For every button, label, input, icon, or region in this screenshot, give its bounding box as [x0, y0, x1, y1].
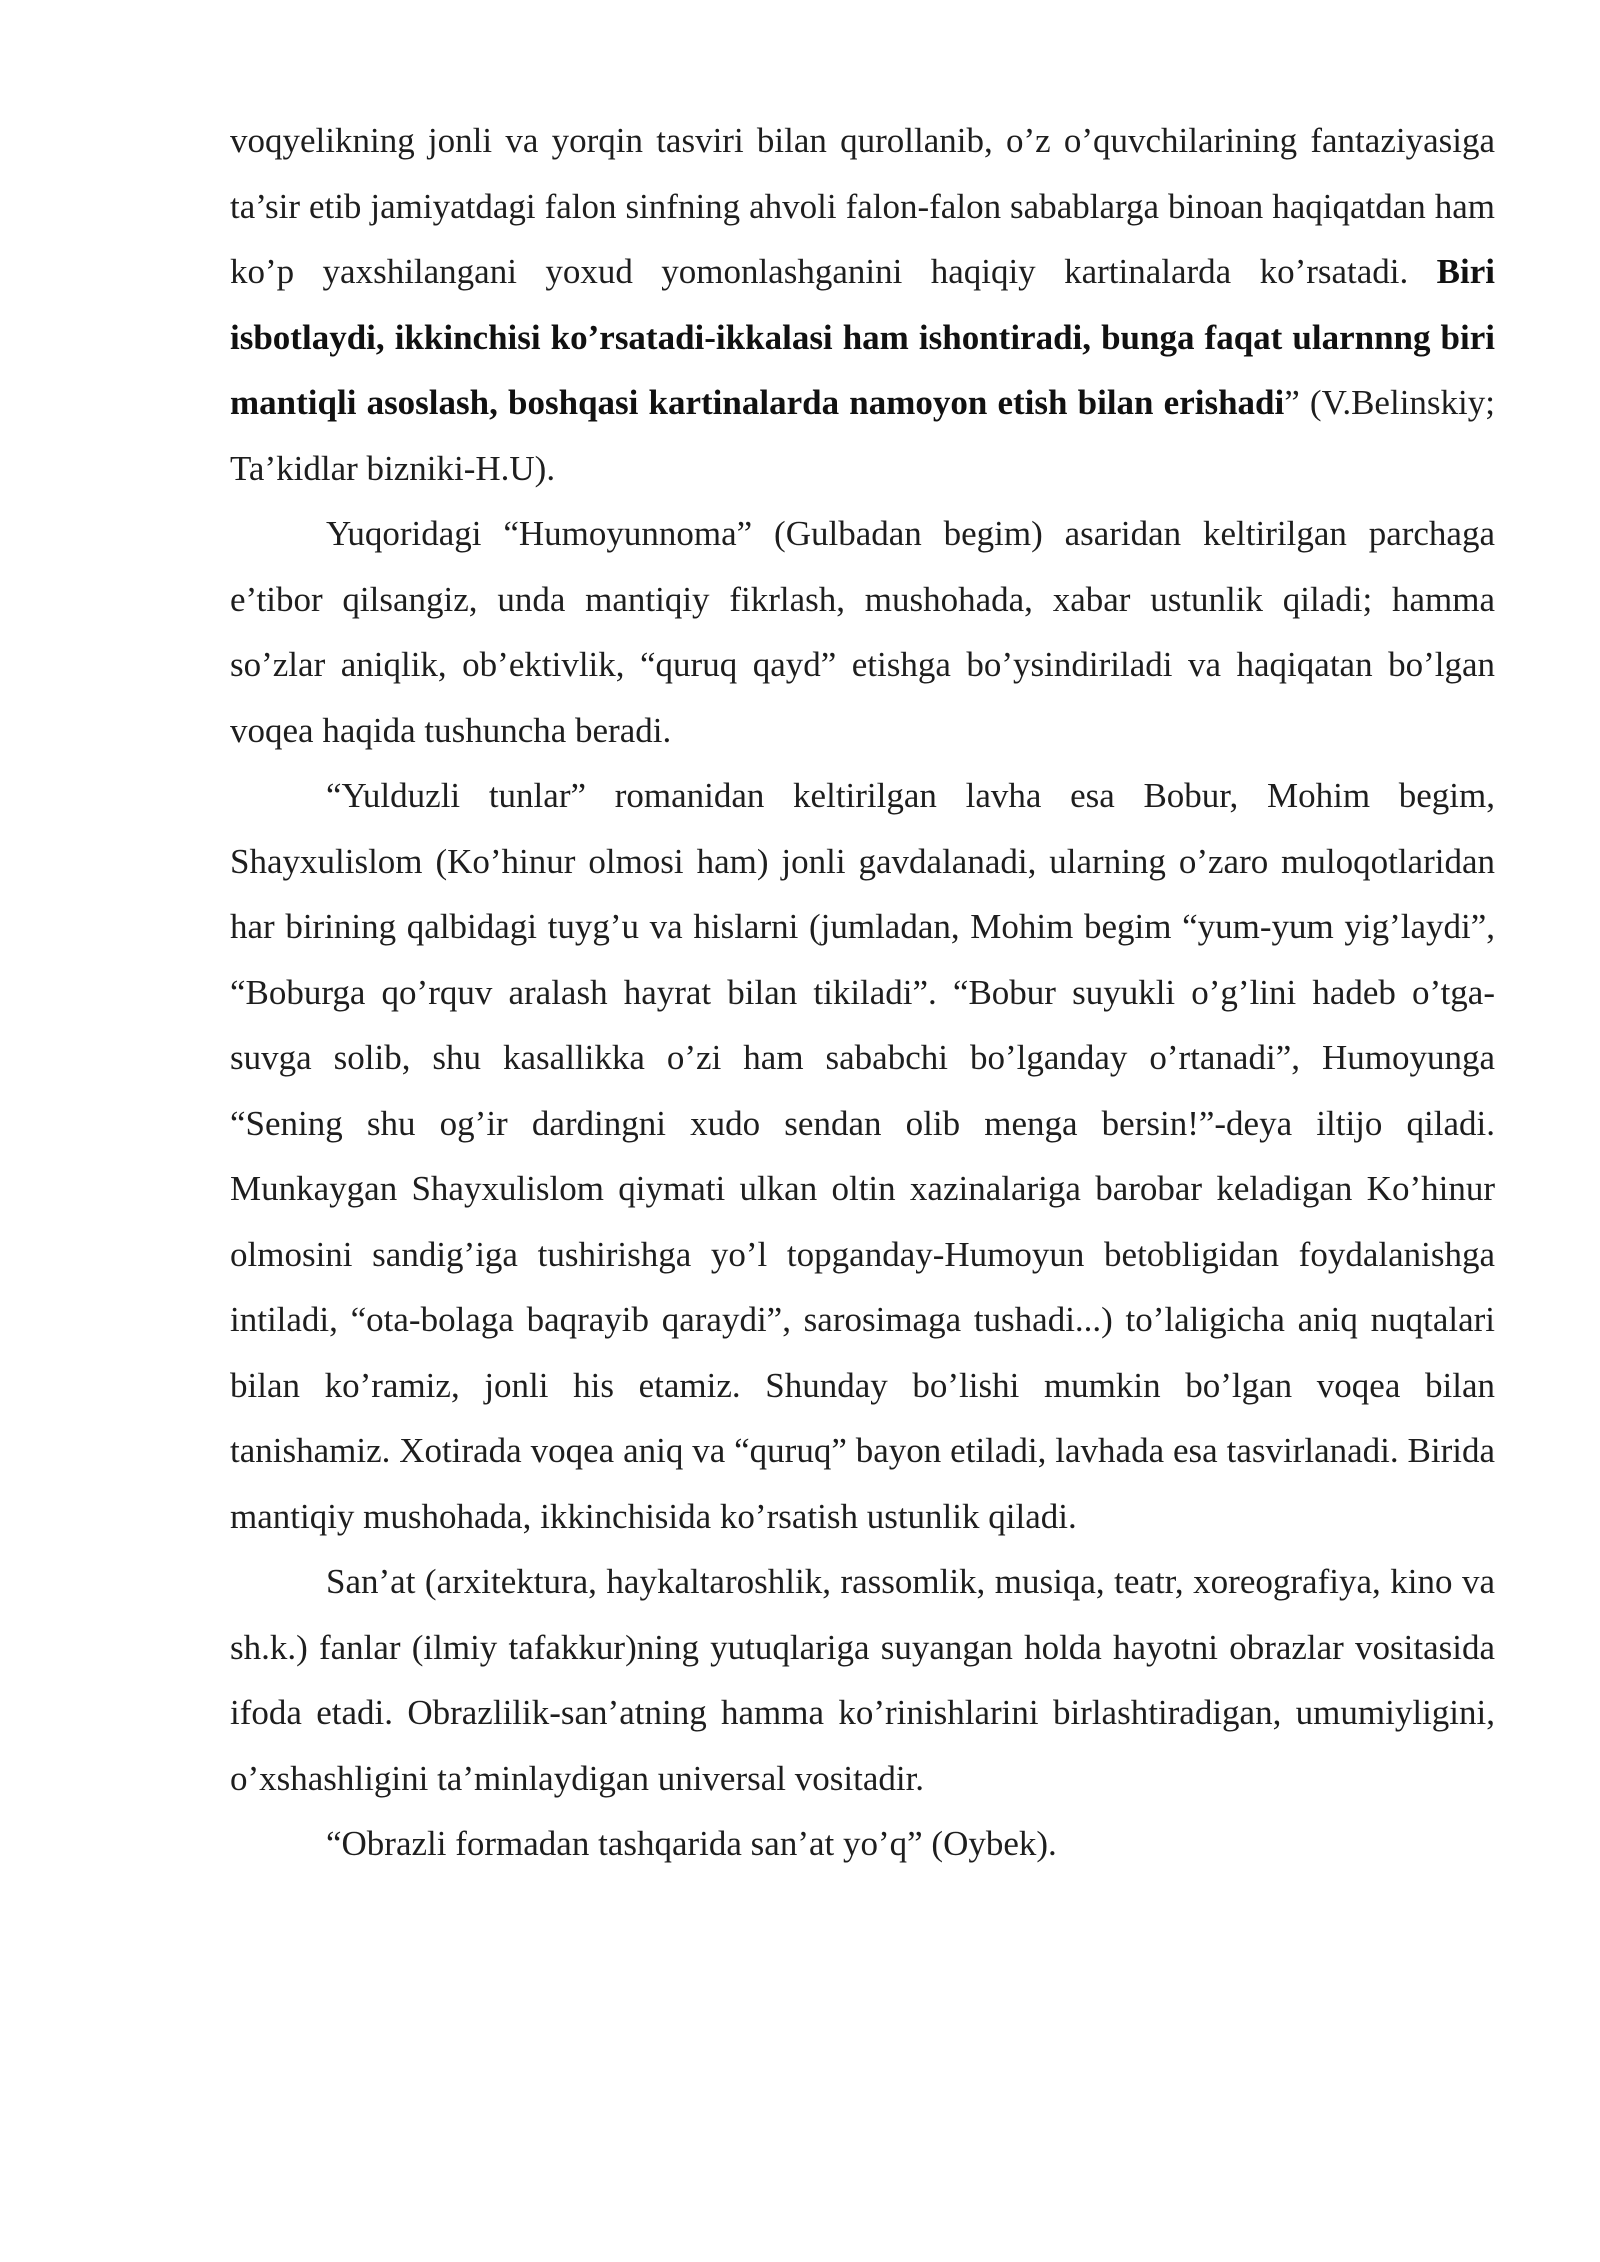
- paragraph-text: Yuqoridagi “Humoyunnoma” (Gulbadan begim) asaridan keltirilgan parchaga e’tibor qilsangiz, unda mantiqiy fikrlash, mushohada, xabar ustunlik qiladi; hamma so’zlar aniqlik, ob’ektivlik, “quruq qayd” etishga bo’ysindiriladi va haqiqatan bo’lgan voqea haqida tushuncha beradi.: [230, 514, 1495, 750]
- paragraph-text: “Yulduzli tunlar” romanidan keltirilgan lavha esa Bobur, Mohim begim, Shayxulislom (Ko’hinur olmosi ham) jonli gavdalanadi, ularning o’zaro muloqotlaridan har birining qalbidagi tuyg’u va hislarni (jumladan, Mohim begim “yum-yum yig’laydi”, “Boburga qo’rquv aralash hayrat bilan tikiladi”. “Bobur suyukli o’g’lini hadeb o’tga-suvga solib, shu kasallikka o’zi ham sababchi bo’lganday o’rtanadi”, Humoyunga “Sening shu og’ir dardingni xudo sendan olib menga bersin!”-deya iltijo qiladi. Munkaygan Shayxulislom qiymati ulkan oltin xazinalariga barobar keladigan Ko’hinur olmosini sandig’iga tushirishga yo’l topganday-Humoyun betobligidan foydalanishga intiladi, “ota-bolaga baqrayib qaraydi”, sarosimaga tushadi...) to’laligicha aniq nuqtalari bilan ko’ramiz, jonli his etamiz. Shunday bo’lishi mumkin bo’lgan voqea bilan tanishamiz. Xotirada voqea aniq va “quruq” bayon etiladi, lavhada esa tasvirlanadi. Birida mantiqiy mushohada, ikkinchisida ko’rsatish ustunlik qiladi.: [230, 776, 1495, 1536]
- emphasized-quote: Biri isbotlaydi, ikkinchisi ko’rsatadi-ikkalasi ham ishontiradi, bunga faqat ularnnng biri mantiqli asoslash, boshqasi kartinalarda namoyon etish bilan erishadi: [230, 252, 1495, 422]
- paragraph-sanat: [230, 1549, 1495, 1811]
- citation-text: ” (V.Belinskiy; Ta’kidlar bizniki-H.U).: [230, 383, 1495, 488]
- document-page: [230, 108, 1495, 1877]
- paragraph-text: San’at (arxitektura, haykaltaroshlik, rassomlik, musiqa, teatr, xoreografiya, kino va sh.k.) fanlar (ilmiy tafakkur)ning yutuqlariga suyangan holda hayotni obrazlar vositasida ifoda etadi. Obrazlilik-san’atning hamma ko’rinishlarini birlashtiradigan, umumiyligini, o’xshashligini ta’minlaydigan universal vositadir.: [230, 1562, 1495, 1798]
- paragraph-yulduzli-tunlar: [230, 763, 1495, 1549]
- paragraph-humoyunnoma: [230, 501, 1495, 763]
- paragraph-text: “Obrazli formadan tashqarida san’at yo’q” (Oybek).: [326, 1824, 1057, 1863]
- paragraph-belinskiy-quote: [230, 108, 1495, 501]
- paragraph-text: voqyelikning jonli va yorqin tasviri bilan qurollanib, o’z o’quvchilarining fantaziyasiga ta’sir etib jamiyatdagi falon sinfning ahvoli falon-falon sabablarga binoan haqiqatdan ham ko’p yaxshilangani yoxud yomonlashganini haqiqiy kartinalarda ko’rsatadi.: [230, 121, 1495, 291]
- paragraph-oybek-quote: [230, 1811, 1495, 1877]
